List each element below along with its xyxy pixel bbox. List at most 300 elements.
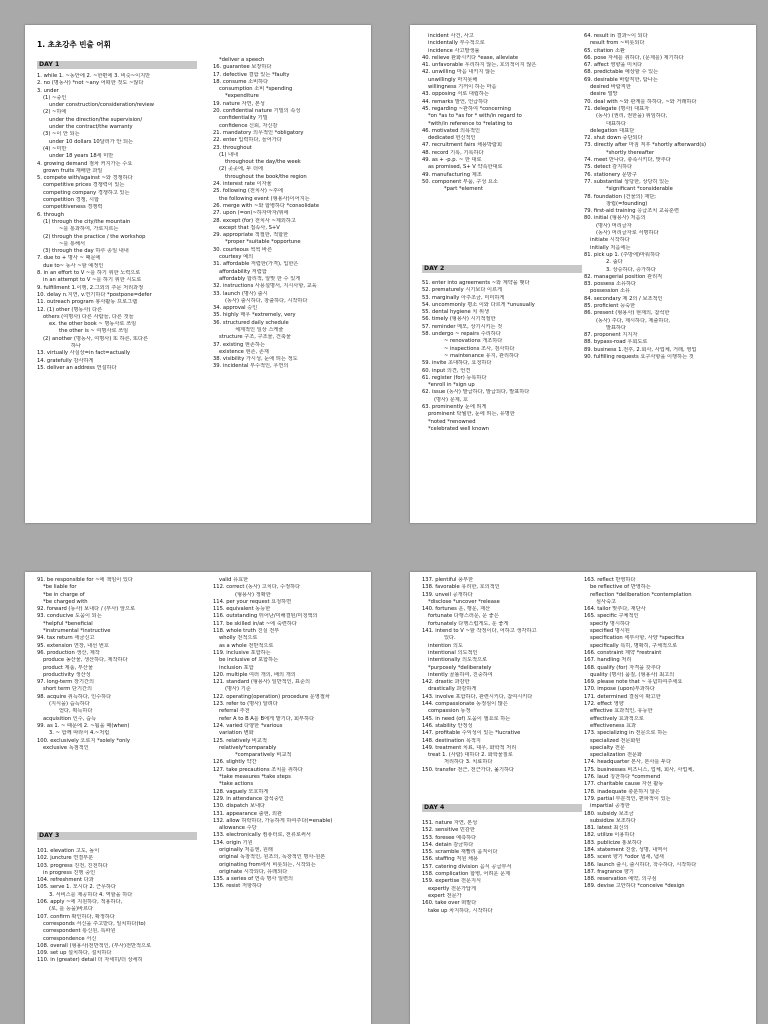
vocab-entry: 4. growing demand 점차 커지가는 수요	[37, 160, 133, 167]
vocab-entry: (2) ~하에	[43, 109, 67, 116]
vocab-entry: incidence 사고발생률	[428, 47, 480, 54]
vocab-entry: 52. prematurely 시기보다 이르게	[422, 287, 503, 294]
vocab-entry: allowance 수당	[219, 825, 257, 832]
vocab-entry: 78. foundation (건물의) 재단;	[584, 193, 657, 200]
vocab-entry: 81. pick up 1. (주방에)마워하다	[584, 251, 661, 258]
vocab-entry: 121. standard (형용사) 일반적인, 표준의	[213, 679, 310, 686]
vocab-entry: *purposely *deliberately	[428, 664, 492, 671]
day-header: DAY 1	[37, 61, 197, 69]
vocab-entry: *helpful *beneficial	[43, 620, 93, 627]
vocab-entry: intently 골똘하여, 진중하여	[428, 671, 493, 678]
vocab-entry: incidentally 부수적으로	[428, 40, 485, 47]
vocab-entry: 얻다, 획득하다	[59, 708, 93, 715]
vocab-entry: 46. motivated 의욕적인	[422, 127, 481, 134]
vocab-entry: 57. reminder 메모, 상기시키는 것	[422, 323, 503, 330]
vocab-entry: 49. as + -p.p. ~ 한 대로	[422, 157, 482, 164]
vocab-entry: (동사) 출시하다, 창출하다, 시작하다	[225, 297, 308, 304]
vocab-entry: (형용사) 정확한	[235, 591, 271, 598]
vocab-entry: 188. reservation 예약, 의구심	[584, 876, 657, 883]
vocab-entry: 6. through	[37, 211, 64, 218]
vocab-entry: 140. fortunes 운, 행운, 재산	[422, 606, 491, 613]
vocab-entry: 155. scramble 재빨리 움직이다	[422, 849, 498, 856]
vocab-entry: 1. while 1. ~동안에 2. ~한편에 3. 비슷~이지만	[37, 73, 151, 79]
vocab-entry: 14. gratefully 감사하게	[37, 357, 94, 364]
vocab-entry: 심사숙고	[596, 598, 617, 605]
vocab-entry: variation 변화	[219, 730, 254, 737]
vocab-entry: 83. possess 소유하다	[584, 281, 637, 288]
vocab-entry: (2) another (명동사, 여명사) 또 하른, 또다른	[43, 335, 149, 342]
vocab-entry: 110. in (greater) detail 더 자세히/더 상세히	[37, 957, 143, 964]
vocab-entry: refer A to B A를 B에게 맡기다, 회부하다	[219, 715, 315, 722]
vocab-entry: 11. outreach program 봉사활동 프로그램	[37, 299, 138, 306]
vocab-entry: 164. tailor 맞추다, 재단사	[584, 606, 646, 613]
vocab-entry: 112. correct (동사) 고치다, 수정하다	[213, 584, 301, 591]
vocab-entry: 109. set up 설치하다, 설치하다	[37, 950, 112, 957]
vocab-entry: 141. intend to V ~할 작정이다, 어하고 생각하고	[422, 628, 537, 635]
vocab-entry: 148. destination 목적지	[422, 737, 481, 744]
vocab-entry: ~를 통해서	[59, 240, 86, 247]
vocab-entry: 166. constraint 제약 *restraint	[584, 649, 662, 656]
vocab-entry: 125. relatively 비교적	[213, 737, 267, 744]
vocab-entry: initiate 시작하다	[590, 237, 630, 244]
vocab-entry: specialized 전문화된	[590, 737, 641, 744]
vocab-entry: 131. appearance 출현, 외관	[213, 810, 282, 817]
vocab-entry: intentional 의도적인	[428, 649, 478, 656]
vocab-entry: relatively*comparably	[219, 744, 277, 751]
vocab-entry: *enroll in *sign up	[428, 382, 475, 389]
vocab-entry: 16. guarantee 보장하다	[213, 64, 272, 71]
vocab-entry: 187. fragrance 향기	[584, 868, 634, 875]
vocab-entry: except that 접속사, S+V	[219, 224, 280, 231]
vocab-entry: (1) 내내	[219, 151, 239, 158]
vocab-entry: (로, 를 등을)바르다	[49, 906, 94, 913]
vocab-entry: 20. confidential nature 기밀의 속성	[213, 108, 301, 115]
vocab-entry: possession 소유	[590, 288, 631, 295]
vocab-entry: grown fruits 재배한 과일	[43, 167, 103, 174]
vocab-entry: *deliver a speech	[219, 57, 265, 63]
vocab-entry: the following event (형용사)이어지는	[219, 195, 310, 202]
vocab-entry: 177. charitable cause 자선 활동	[584, 781, 664, 788]
vocab-entry: confidentiality 기밀	[219, 115, 268, 122]
vocab-entry: confidence 신뢰, 자신감	[219, 122, 278, 129]
vocab-entry: under 18 years 18세 미만	[49, 153, 114, 160]
vocab-entry: 116. outstanding 뛰어난/미해결된/미청액의	[213, 613, 318, 620]
vocab-entry: 7. due to + 명사 ~ 때문에	[37, 255, 101, 262]
vocab-entry: 91. be responsible for ~에 책임이 있다	[37, 577, 133, 583]
vocab-entry: *shortly thereafter	[606, 149, 655, 156]
vocab-entry: 127. take precautions 조치를 취하다	[213, 766, 303, 773]
vocab-entry: *noted *renowned	[428, 418, 476, 425]
vocab-entry: 59. invite 초대하다, 요청하다	[422, 360, 492, 367]
vocab-entry: under the direction/the supervision/	[49, 116, 143, 123]
vocab-entry: 62. issue (동사) 발급하다, 발급되다, 발표하다	[422, 389, 530, 396]
vocab-entry: 158. complication 합병, 어려운 문제	[422, 871, 511, 878]
vocab-entry: 23. throughout	[213, 144, 252, 151]
vocab-entry: 21. mandatory 의무적인 *obligatory	[213, 129, 304, 136]
vocab-entry: 51. enter into agreements ~와 계약을 맺다	[422, 280, 530, 286]
vocab-entry: 152. sensitive 민감한	[422, 827, 475, 834]
vocab-entry: 92. forward (동사) 보내다 / (부사) 앞으로	[37, 606, 135, 613]
vocab-entry: *comparatively 비교적	[235, 752, 292, 759]
vocab-entry: 74. meet 만나다, 충족시키다, 맞추다	[584, 157, 671, 164]
vocab-entry: 87. proponent 지지자	[584, 332, 638, 339]
vocab-entry: 8. in an effort to V ~를 하기 위한 노력으로	[37, 270, 141, 277]
vocab-entry: (동사) (권리, 권한을) 위임하다,	[596, 113, 668, 120]
vocab-entry: 172. effect 영향	[584, 701, 624, 708]
vocab-entry: quality (명사) 품질, (형용사) 최고의	[590, 671, 675, 678]
vocab-entry: 처리하다 3. 치료하다	[444, 759, 493, 766]
vocab-entry: fortunately 다행스럽게도, 운 좋게	[428, 620, 509, 627]
vocab-entry: 35. highly 매우 *extremely, very	[213, 312, 296, 319]
vocab-entry: others (여명사) 다른 사람들, 다른 것들	[43, 313, 134, 320]
vocab-entry: *be charged with	[43, 598, 88, 605]
vocab-entry: 96. production 생산, 제작	[37, 649, 100, 656]
vocab-entry: 149. treatment 치료, 대우, 화학적 처리	[422, 744, 517, 751]
vocab-entry: 24. interest rate 이자율	[213, 181, 272, 188]
vocab-entry: 29. appropriate 적절한, 적합한	[213, 232, 289, 239]
vocab-entry: 15. deliver an address 연설하다	[37, 364, 117, 371]
vocab-entry: 179. partial 부분적인, 편파적이 있는	[584, 795, 671, 802]
vocab-entry: correspondent 통신원, 특파원	[43, 928, 116, 935]
vocab-entry: 101. elevation 고도, 높이	[37, 848, 100, 854]
vocab-column	[422, 820, 580, 915]
vocab-entry: 171. determined 결심이 확고한	[584, 693, 661, 700]
page-title: 1. 초초강추 빈출 어휘	[37, 40, 111, 49]
vocab-entry: specified 명시된	[590, 628, 630, 635]
vocab-entry: drastically 과감하게	[428, 686, 477, 693]
vocab-entry: 66. pose 자세를 취하다, (문제를) 제기하다	[584, 54, 684, 61]
vocab-entry: 48. record 기록, 기록하다	[422, 149, 484, 156]
vocab-entry: 167. handling 처리	[584, 657, 632, 664]
vocab-entry: courtesy 예의	[219, 254, 254, 261]
vocab-entry: 40. relieve 완화시키다 *ease, alleviate	[422, 54, 519, 61]
document-page-1	[25, 25, 371, 523]
vocab-entry: 3. 서비스를 제공하다 4. 역할을 하다	[49, 891, 133, 898]
vocab-entry: 100. exclusively 오로지 *solely *only	[37, 737, 130, 744]
vocab-entry: 106. apply ~에 지원하다, 적용하다,	[37, 899, 123, 906]
vocab-entry: 181. latest 최신의	[584, 825, 629, 832]
vocab-entry: *disclose *uncover *release	[428, 598, 500, 605]
vocab-entry: *instrumental *instructive	[43, 628, 111, 635]
vocab-entry: 36. structured daily schedule	[213, 319, 289, 326]
vocab-entry: 102. juncture 연결부분	[37, 855, 94, 862]
vocab-entry: *with/in reference to *relating to	[428, 120, 513, 127]
vocab-entry: wholly 전적으로	[219, 635, 258, 642]
vocab-entry: acquisition 인수, 습득	[43, 715, 97, 722]
vocab-entry: existence 현존, 존재	[219, 348, 269, 355]
vocab-column	[213, 57, 371, 371]
vocab-entry: expert 전문가	[428, 892, 462, 899]
vocab-entry: 44. remarks 발언, 언급하다	[422, 98, 489, 105]
vocab-entry: 157. catering division 음식 공급부서	[422, 863, 512, 870]
day-header: DAY 4	[422, 804, 582, 812]
vocab-entry: reflection *deliberation *contemplation	[590, 591, 692, 598]
vocab-entry: 156. staffing 직원 채용	[422, 856, 479, 863]
vocab-entry: desire 열망	[590, 91, 618, 98]
vocab-entry: 95. extension 연장, 내선 번호	[37, 642, 109, 649]
vocab-entry: 136. resist 저항하다	[213, 883, 262, 890]
vocab-entry: 94. tax return 세금신고	[37, 635, 95, 642]
vocab-entry: 124. varied 다양한 *various	[213, 722, 283, 729]
vocab-entry: 117. be skilled in/at ~에 숙련하다	[213, 620, 297, 627]
vocab-entry: 33. launch (명사) 출시	[213, 290, 268, 297]
vocab-entry: structure 구조, 구조물, 건축물	[219, 334, 291, 341]
vocab-entry: 47. recruitment fairs 채용박람회	[422, 142, 503, 149]
vocab-entry: throughout the book/the region	[225, 173, 307, 180]
vocab-entry: intention 의도	[428, 642, 463, 649]
vocab-entry: *significant *considerable	[606, 186, 673, 193]
vocab-entry: 3. 상승하다, 증가하다	[606, 266, 656, 273]
vocab-entry: 137. plentiful 풍부한	[422, 577, 474, 583]
vocab-entry: 128. vaguely 모호하게	[213, 788, 269, 795]
vocab-entry: 10. delay n.지연, v.연기하다 *postpone=defer	[37, 291, 152, 298]
vocab-entry: *be liable for	[43, 584, 77, 591]
vocab-entry: 119. inclusive 포함하는	[213, 649, 271, 656]
vocab-column	[422, 577, 580, 774]
vocab-entry: 90. fulfilling requests 요구사항을 이행하는 것	[584, 354, 694, 361]
vocab-entry: 143. involve 포함하다, 관련시키다, 참여시키다	[422, 693, 533, 700]
vocab-entry: under the contract/the warranty	[49, 124, 133, 131]
vocab-entry: 180. subsidy 보조금	[584, 810, 634, 817]
vocab-column	[584, 33, 742, 361]
vocab-entry: ~를 통과하여, 가로지르는	[59, 226, 119, 233]
vocab-entry: under construction/consideration/review	[49, 102, 154, 109]
vocab-entry: 창립(=founding)	[606, 200, 648, 207]
vocab-entry: 165. specific 구체적인	[584, 613, 639, 620]
vocab-entry: (2) 곳곳에, 두 더에	[219, 166, 264, 173]
vocab-entry: be inclusive of 포함하는	[219, 657, 279, 664]
vocab-entry: (1) through the city/the mountain	[43, 218, 131, 225]
vocab-entry: 168. qualify (for) 자격을 갖추다	[584, 664, 661, 671]
vocab-entry: 61. register (for) 등록하다	[422, 374, 487, 381]
vocab-entry: 60. input 의견, 언견	[422, 367, 471, 374]
vocab-entry: 2. no (명동사) *not ~any 어떠한 것도 ~않다	[37, 80, 144, 87]
vocab-entry: 42. unwilling 마음 내키지 않는	[422, 69, 496, 76]
vocab-entry: 32. instructions 사용설명서, 지시사항, 교육	[213, 283, 317, 290]
vocab-entry: 104. refreshment 다과	[37, 877, 94, 884]
vocab-entry: 176. laud 칭찬하다 *commend	[584, 774, 661, 781]
vocab-entry: 84. secondary 제 2의 / 보조적인	[584, 295, 663, 302]
vocab-entry: (지식을) 습득하다	[49, 701, 90, 708]
vocab-entry: 151. nature 자연, 본성	[422, 820, 478, 826]
vocab-entry: subsidize 보조하다	[590, 817, 636, 824]
vocab-entry: 129. in attendance 참석중인	[213, 795, 284, 802]
vocab-entry: 160. take over 떠맡다	[422, 900, 477, 907]
vocab-entry: productivity 생산성	[43, 671, 91, 678]
vocab-entry: 38. visibility 가시성, 눈에 띄는 정도	[213, 356, 298, 363]
vocab-entry: 56. timely (형용사) 시기적절한	[422, 316, 496, 323]
vocab-entry: correspondence 서신	[43, 935, 97, 942]
vocab-entry: 64. result in 결과~이 되다	[584, 33, 648, 39]
vocab-entry: 186. launch 출시, 출시하다, 착수하다, 시작하다	[584, 861, 697, 868]
vocab-entry: originally 처음엔, 원래	[219, 846, 273, 853]
vocab-entry: 17. defective 결함 있는 *faulty	[213, 71, 290, 78]
vocab-entry: 76. stationery 문방구	[584, 171, 637, 178]
vocab-entry: (3) ~이 안 되는	[43, 131, 80, 138]
vocab-entry: 27. upon (=on)~하자마자/위에	[213, 210, 289, 217]
vocab-entry: delegation 대표단	[590, 127, 635, 134]
vocab-entry: specification 세부사항, 사양 *specifics	[590, 635, 685, 642]
vocab-entry: 9. fulfillment 1.이행, 2.그외의 주문 처리과정	[37, 284, 144, 291]
vocab-entry: 대표하다	[606, 120, 627, 127]
vocab-entry: (1) ~중인	[43, 94, 67, 101]
vocab-entry: ex. the other book ~ 명동사로 쓰임	[49, 321, 137, 328]
vocab-entry: 107. confirm 확인하다, 확정하다	[37, 913, 115, 920]
vocab-entry: 103. progress 진전, 진전하다	[37, 862, 108, 869]
vocab-entry: 135. a series of 연속 명사 일련의	[213, 876, 294, 883]
vocab-entry: valid 유효한	[219, 577, 249, 583]
vocab-entry: intentionally 의도적으로	[428, 657, 488, 664]
vocab-entry: 170. impose (upon)부과하다	[584, 686, 655, 693]
vocab-entry: *proper *suitable *opportune	[225, 239, 301, 246]
vocab-entry: take up 차지하다, 시작하다	[428, 907, 493, 914]
vocab-entry: 3. under	[37, 87, 59, 94]
vocab-entry: 154. detain 감금하다	[422, 841, 474, 848]
vocab-entry: 174. headquarter 본사, 본사를 두다	[584, 759, 672, 766]
vocab-entry: *take measures *take steps	[219, 774, 291, 781]
vocab-entry: affordably 합리적, 알맞 한 수 있게	[219, 275, 301, 282]
vocab-entry: 43. opposing 서로 대립하는	[422, 91, 489, 98]
vocab-entry: desired 바람직한	[590, 84, 631, 91]
vocab-column	[584, 577, 742, 891]
vocab-entry: short term 단기간의	[43, 686, 92, 693]
vocab-entry: 79. first-aid training 응급조치 교육훈련	[584, 208, 679, 215]
vocab-entry: 182. utilize 이용하다	[584, 832, 635, 839]
vocab-entry: consumption 소비 *spending	[219, 86, 293, 93]
vocab-entry: 하나	[71, 342, 82, 349]
vocab-entry: 93. conducive 도움이 되는	[37, 613, 102, 620]
vocab-entry: 145. in need (of) 도움이 필요로 하는	[422, 715, 511, 722]
vocab-entry: affordability 저렴함	[219, 268, 267, 275]
vocab-entry: 80. initial (형용사) 처음의	[584, 215, 646, 222]
vocab-entry: specifically 특히, 명확히, 구체적으로	[590, 642, 678, 649]
vocab-entry: competitiveness 경쟁력	[43, 204, 103, 211]
vocab-entry: 184. statement 진술, 성명, 내역서	[584, 846, 668, 853]
vocab-entry: 120. multiple 여러 개의, 배의 개의	[213, 671, 296, 678]
vocab-entry: unwillingly 마지못해	[428, 76, 478, 83]
document-page-2	[410, 25, 756, 523]
vocab-entry: originating from에서 비롯되는, 시작되는	[219, 861, 316, 868]
day-header: DAY 3	[37, 832, 197, 840]
vocab-entry: 89. business 1.전후, 2.회사, 사업체, 거래, 영업	[584, 346, 697, 353]
vocab-entry: 153. foresee 예측하다	[422, 834, 477, 841]
vocab-entry: *on *as to *as for * with/in regard to	[428, 113, 522, 120]
vocab-entry: 3. ~ 함께 따라서 4.~처럼	[49, 730, 110, 737]
vocab-entry: 86. present (형용사) 현재의, 참석한	[584, 310, 670, 317]
vocab-entry: (명사) 머리글자	[596, 222, 632, 229]
vocab-entry: 69. desirable 바람직한, 탐나는	[584, 76, 658, 83]
vocab-entry: 70. deal with ~와 관계를 하하다, ~와 거래하다	[584, 98, 697, 105]
vocab-entry: 77. substantial 상당한, 상당히 있는	[584, 178, 670, 185]
vocab-entry: (명사) 기준	[225, 686, 251, 693]
document-page-4	[410, 572, 756, 1024]
vocab-entry: 115. equivalent 동등한	[213, 606, 271, 613]
vocab-entry: be reflective of 반영하는	[590, 584, 651, 591]
vocab-entry: 발표하다	[606, 324, 627, 331]
vocab-entry: specialty 전문	[590, 744, 625, 751]
vocab-entry: *be in charge of	[43, 591, 85, 598]
vocab-entry: (4) ~미만	[43, 145, 67, 152]
vocab-entry: 185. scent 향기 *odor 냄새, 냄새	[584, 854, 664, 861]
vocab-entry: effectively 효과적으로	[590, 715, 644, 722]
vocab-entry: 105. serve 1. 모시다 2. 근무하다	[37, 884, 117, 891]
vocab-entry: 72. shut down 중단되다	[584, 135, 643, 142]
vocab-entry: 144. compassionate 동정심이 많은	[422, 701, 508, 708]
vocab-column	[213, 577, 371, 891]
vocab-entry: 150. transfer 전근, 전근가다, 옮기하다	[422, 766, 515, 773]
vocab-entry: 99. as 1. ~ 때문에 2. ~됨을 때(when)	[37, 722, 130, 729]
vocab-entry: 65. citation 소환	[584, 47, 626, 54]
vocab-entry: 49. manufacturing 제조	[422, 171, 482, 178]
vocab-entry: ~ inspections 조사, 검사하다	[444, 345, 515, 352]
vocab-entry: incident 사건, 사고	[428, 33, 474, 39]
vocab-entry: 122. operating(operation) procedure 운영절차	[213, 693, 330, 700]
vocab-entry: 71. delegate (명사) 대표자	[584, 105, 650, 112]
vocab-entry: as a whole 전반적으로	[219, 642, 274, 649]
vocab-entry: 41. unfavorable 우리하지 않는, 호의적이지 않은	[422, 62, 537, 69]
vocab-entry: 63. prominently 눈에 띄게	[422, 404, 487, 411]
document-page-3	[25, 572, 371, 1024]
vocab-entry: 68. predictable 예상할 수 있는	[584, 69, 659, 76]
vocab-entry: dedicated 헌신적인	[428, 135, 476, 142]
vocab-entry: 134. origin 기원	[213, 839, 253, 846]
vocab-entry: 138. favorable 유리한, 호의적인	[422, 584, 500, 591]
vocab-entry: 142. drastic 과감한	[422, 679, 470, 686]
vocab-entry: 73. directly after 마침 직후 *shortly afterward(s)	[584, 142, 707, 149]
vocab-entry: willingness 기꺼이 하는 마음	[428, 84, 497, 91]
vocab-entry: 118. whole truth 진실 전부	[213, 628, 280, 635]
vocab-entry: (2) through the practice / the workshop	[43, 233, 146, 240]
vocab-entry: 173. specializing in 전문으로 하는	[584, 730, 668, 737]
vocab-entry: effective 효과적인, 유능한	[590, 708, 653, 715]
vocab-entry: 169. please note that ~ 유념하여주세요	[584, 679, 683, 686]
vocab-entry: *celebrated well known	[428, 425, 490, 432]
vocab-entry: 75. detect 감지하다	[584, 164, 633, 171]
vocab-entry: expertly 전문가답게	[428, 885, 477, 892]
vocab-entry: originate 시작되다, 유래되다	[219, 868, 288, 875]
vocab-entry: 25. following (전치사) ~후에	[213, 188, 283, 195]
vocab-entry: 114. per your request 요청하면	[213, 598, 292, 605]
vocab-entry: 55. dental hygiene 치 위생	[422, 309, 490, 316]
vocab-entry: 132. allow 허락하다, 가능하게 하여주다(=enable)	[213, 817, 333, 824]
vocab-entry: impartial 공정한	[590, 803, 630, 810]
vocab-entry: fortunate 다행스러운, 운 좋은	[428, 613, 499, 620]
vocab-entry: *take actions	[219, 781, 254, 788]
vocab-column	[422, 33, 580, 194]
vocab-column	[37, 848, 195, 965]
vocab-entry: 97. long-term 장기간의	[37, 679, 94, 686]
vocab-entry: 183. publicize 홍보하다	[584, 839, 642, 846]
vocab-entry: in an attempt to V ~를 하기 위한 시도로	[43, 277, 142, 284]
vocab-entry: competing company 경쟁하고 있는	[43, 189, 130, 196]
vocab-entry: produce 농산물, 생산하다, 제작하다	[43, 657, 128, 664]
vocab-entry: 133. electronically 컴퓨터로, 전류로써서	[213, 832, 311, 839]
vocab-entry: 126. slightly 약간	[213, 759, 257, 766]
vocab-entry: prominent 탁월한, 눈에 띄는, 유명한	[428, 411, 515, 418]
vocab-entry: 12. (1) other (명동사) 다른	[37, 306, 103, 313]
vocab-entry: 체계적인 일상 스케줄	[235, 326, 284, 333]
vocab-entry: 19. nature 자연, 본성	[213, 100, 265, 107]
vocab-entry: original 독창적인, 원조의, 독창적인 명사-원본	[219, 854, 326, 861]
vocab-entry: 22. enter 입력하다, 들어가다	[213, 137, 282, 144]
vocab-entry: due to~ 동사 ~할 예정인	[43, 262, 104, 269]
vocab-entry: 189. devise 고안하다 *conceive *design	[584, 883, 685, 890]
vocab-entry: 58. undergo ~ repairs 수리하다	[422, 331, 501, 338]
vocab-column	[422, 280, 580, 433]
vocab-entry: 178. inadequate 충분하지 않은	[584, 788, 660, 795]
vocab-entry: effectiveness 효과	[590, 722, 637, 729]
vocab-entry: 13. virtually 사실상=in fact=actually	[37, 350, 131, 357]
